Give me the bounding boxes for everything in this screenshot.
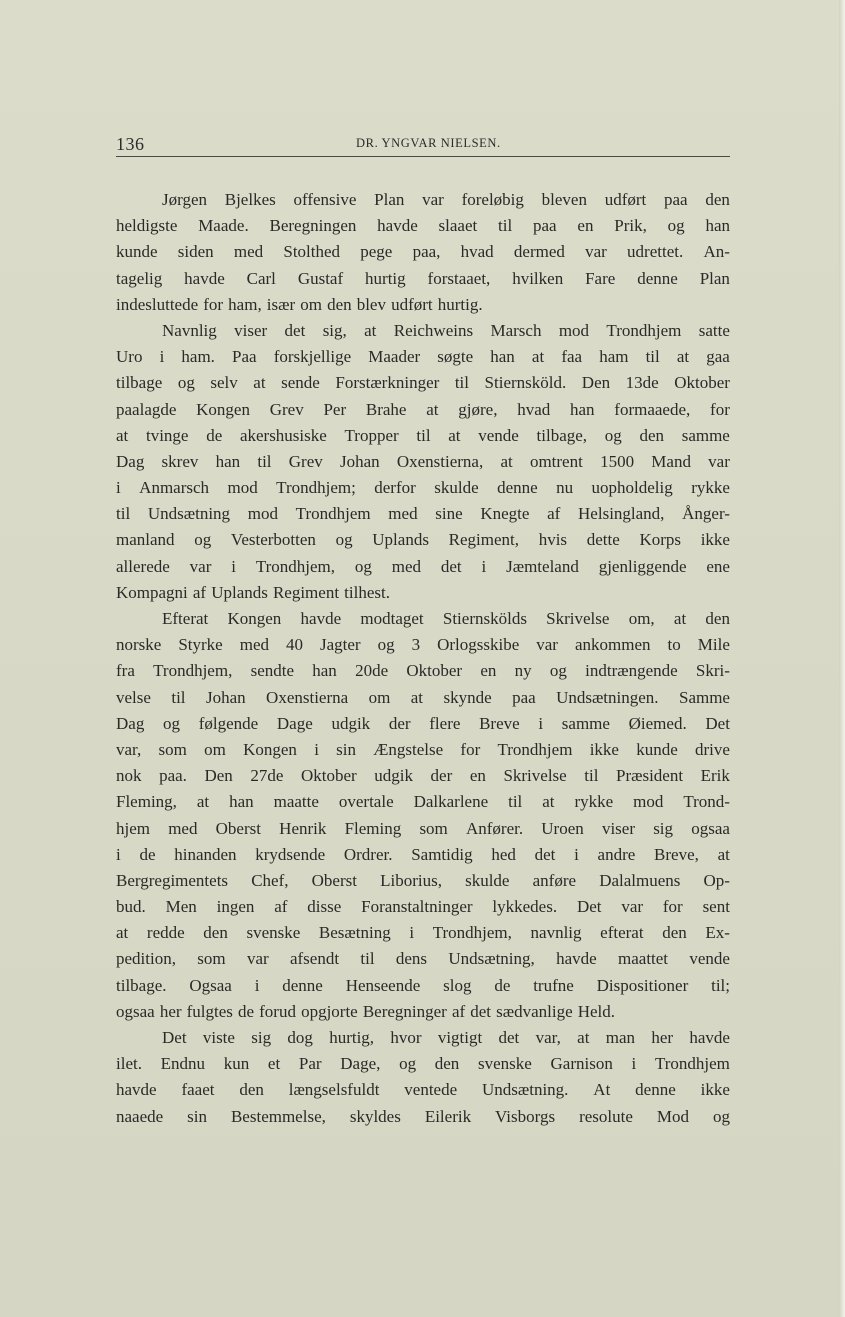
text-line: manland og Vesterbotten og Uplands Regiment, hvis dette Korps ikke [116, 530, 730, 550]
running-head: DR. YNGVAR NIELSEN. [356, 136, 501, 150]
page-number: 136 [116, 134, 145, 154]
text-line: velse til Johan Oxenstierna om at skynde paa Undsætningen. Samme [116, 687, 730, 707]
text-line: norske Styrke med 40 Jagter og 3 Orlogsskibe var ankommen to Mile [116, 635, 730, 655]
text-line: ogsaa her fulgtes de forud opgjorte Beregninger af det sædvanlige Held. [116, 1001, 616, 1021]
text-line: pedition, som var afsendt til dens Undsætning, havde maattet vende [116, 949, 730, 969]
text-line: Det viste sig dog hurtig, hvor vigtigt det var, at man her havde [162, 1028, 730, 1047]
paragraph [116, 606, 730, 1025]
text-line: naaede sin Bestemmelse, skyldes Eilerik Visborgs resolute Mod og [116, 1106, 730, 1126]
text-line: Dag skrev han til Grev Johan Oxenstierna, at omtrent 1500 Mand var [116, 451, 730, 471]
text-line: Dag og følgende Dage udgik der flere Breve i samme Øiemed. Det [116, 713, 730, 733]
text-line: paalagde Kongen Grev Per Brahe at gjøre, hvad han formaaede, for [116, 399, 730, 419]
paragraph [116, 318, 730, 606]
text-line: bud. Men ingen af disse Foranstaltninger lykkedes. Det var for sent [116, 897, 730, 917]
body-text [116, 187, 730, 1130]
text-line: indesluttede for ham, især om den blev udført hurtig. [116, 294, 483, 314]
text-line: hjem med Oberst Henrik Fleming som Anfører. Uroen viser sig ogsaa [116, 818, 730, 838]
paragraph [116, 187, 730, 318]
text-line: allerede var i Trondhjem, og med det i Jæmteland gjenliggende ene [116, 556, 730, 576]
text-line: tagelig havde Carl Gustaf hurtig forstaaet, hvilken Fare denne Plan [116, 268, 730, 288]
text-line: nok paa. Den 27de Oktober udgik der en Skrivelse til Præsident Erik [116, 766, 730, 786]
header-rule [116, 156, 730, 157]
text-line: Jørgen Bjelkes offensive Plan var foreløbig bleven udført paa den [162, 190, 730, 209]
text-line: Navnlig viser det sig, at Reichweins Marsch mod Trondhjem satte [162, 320, 730, 340]
text-line: Efterat Kongen havde modtaget Stiernskölds Skrivelse om, at den [162, 609, 730, 628]
page-header [116, 128, 730, 152]
text-line: heldigste Maade. Beregningen havde slaaet til paa en Prik, og han [116, 216, 730, 236]
text-line: at redde den svenske Besætning i Trondhjem, navnlig efterat den Ex- [116, 923, 730, 943]
text-line: kunde siden med Stolthed pege paa, hvad dermed var udrettet. An- [116, 242, 730, 262]
page-edge [839, 0, 845, 1317]
text-line: ilet. Endnu kun et Par Dage, og den svenske Garnison i Trondhjem [116, 1054, 730, 1074]
text-line: Fleming, at han maatte overtale Dalkarlene til at rykke mod Trond- [116, 792, 730, 812]
text-line: tilbage. Ogsaa i denne Henseende slog de trufne Dispositioner til; [116, 975, 730, 995]
text-line: at tvinge de akershusiske Tropper til at vende tilbage, og den samme [116, 425, 730, 445]
text-line: havde faaet den længselsfuldt ventede Undsætning. At denne ikke [116, 1080, 730, 1100]
text-line: Uro i ham. Paa forskjellige Maader søgte han at faa ham til at gaa [116, 347, 730, 367]
text-line: fra Trondhjem, sendte han 20de Oktober en ny og indtrængende Skri- [116, 661, 730, 681]
text-line: Bergregimentets Chef, Oberst Liborius, skulde anføre Dalalmuens Op- [116, 870, 730, 890]
text-line: var, som om Kongen i sin Ængstelse for Trondhjem ikke kunde drive [116, 739, 730, 759]
paragraph [116, 1025, 730, 1130]
text-line: til Undsætning mod Trondhjem med sine Knegte af Helsingland, Ånger- [116, 504, 730, 524]
text-line: Kompagni af Uplands Regiment tilhest. [116, 582, 390, 602]
text-line: i de hinanden krydsende Ordrer. Samtidig hed det i andre Breve, at [116, 844, 730, 864]
text-line: i Anmarsch mod Trondhjem; derfor skulde denne nu uopholdelig rykke [116, 478, 730, 498]
text-line: tilbage og selv at sende Forstærkninger til Stiernsköld. Den 13de Oktober [116, 373, 730, 393]
